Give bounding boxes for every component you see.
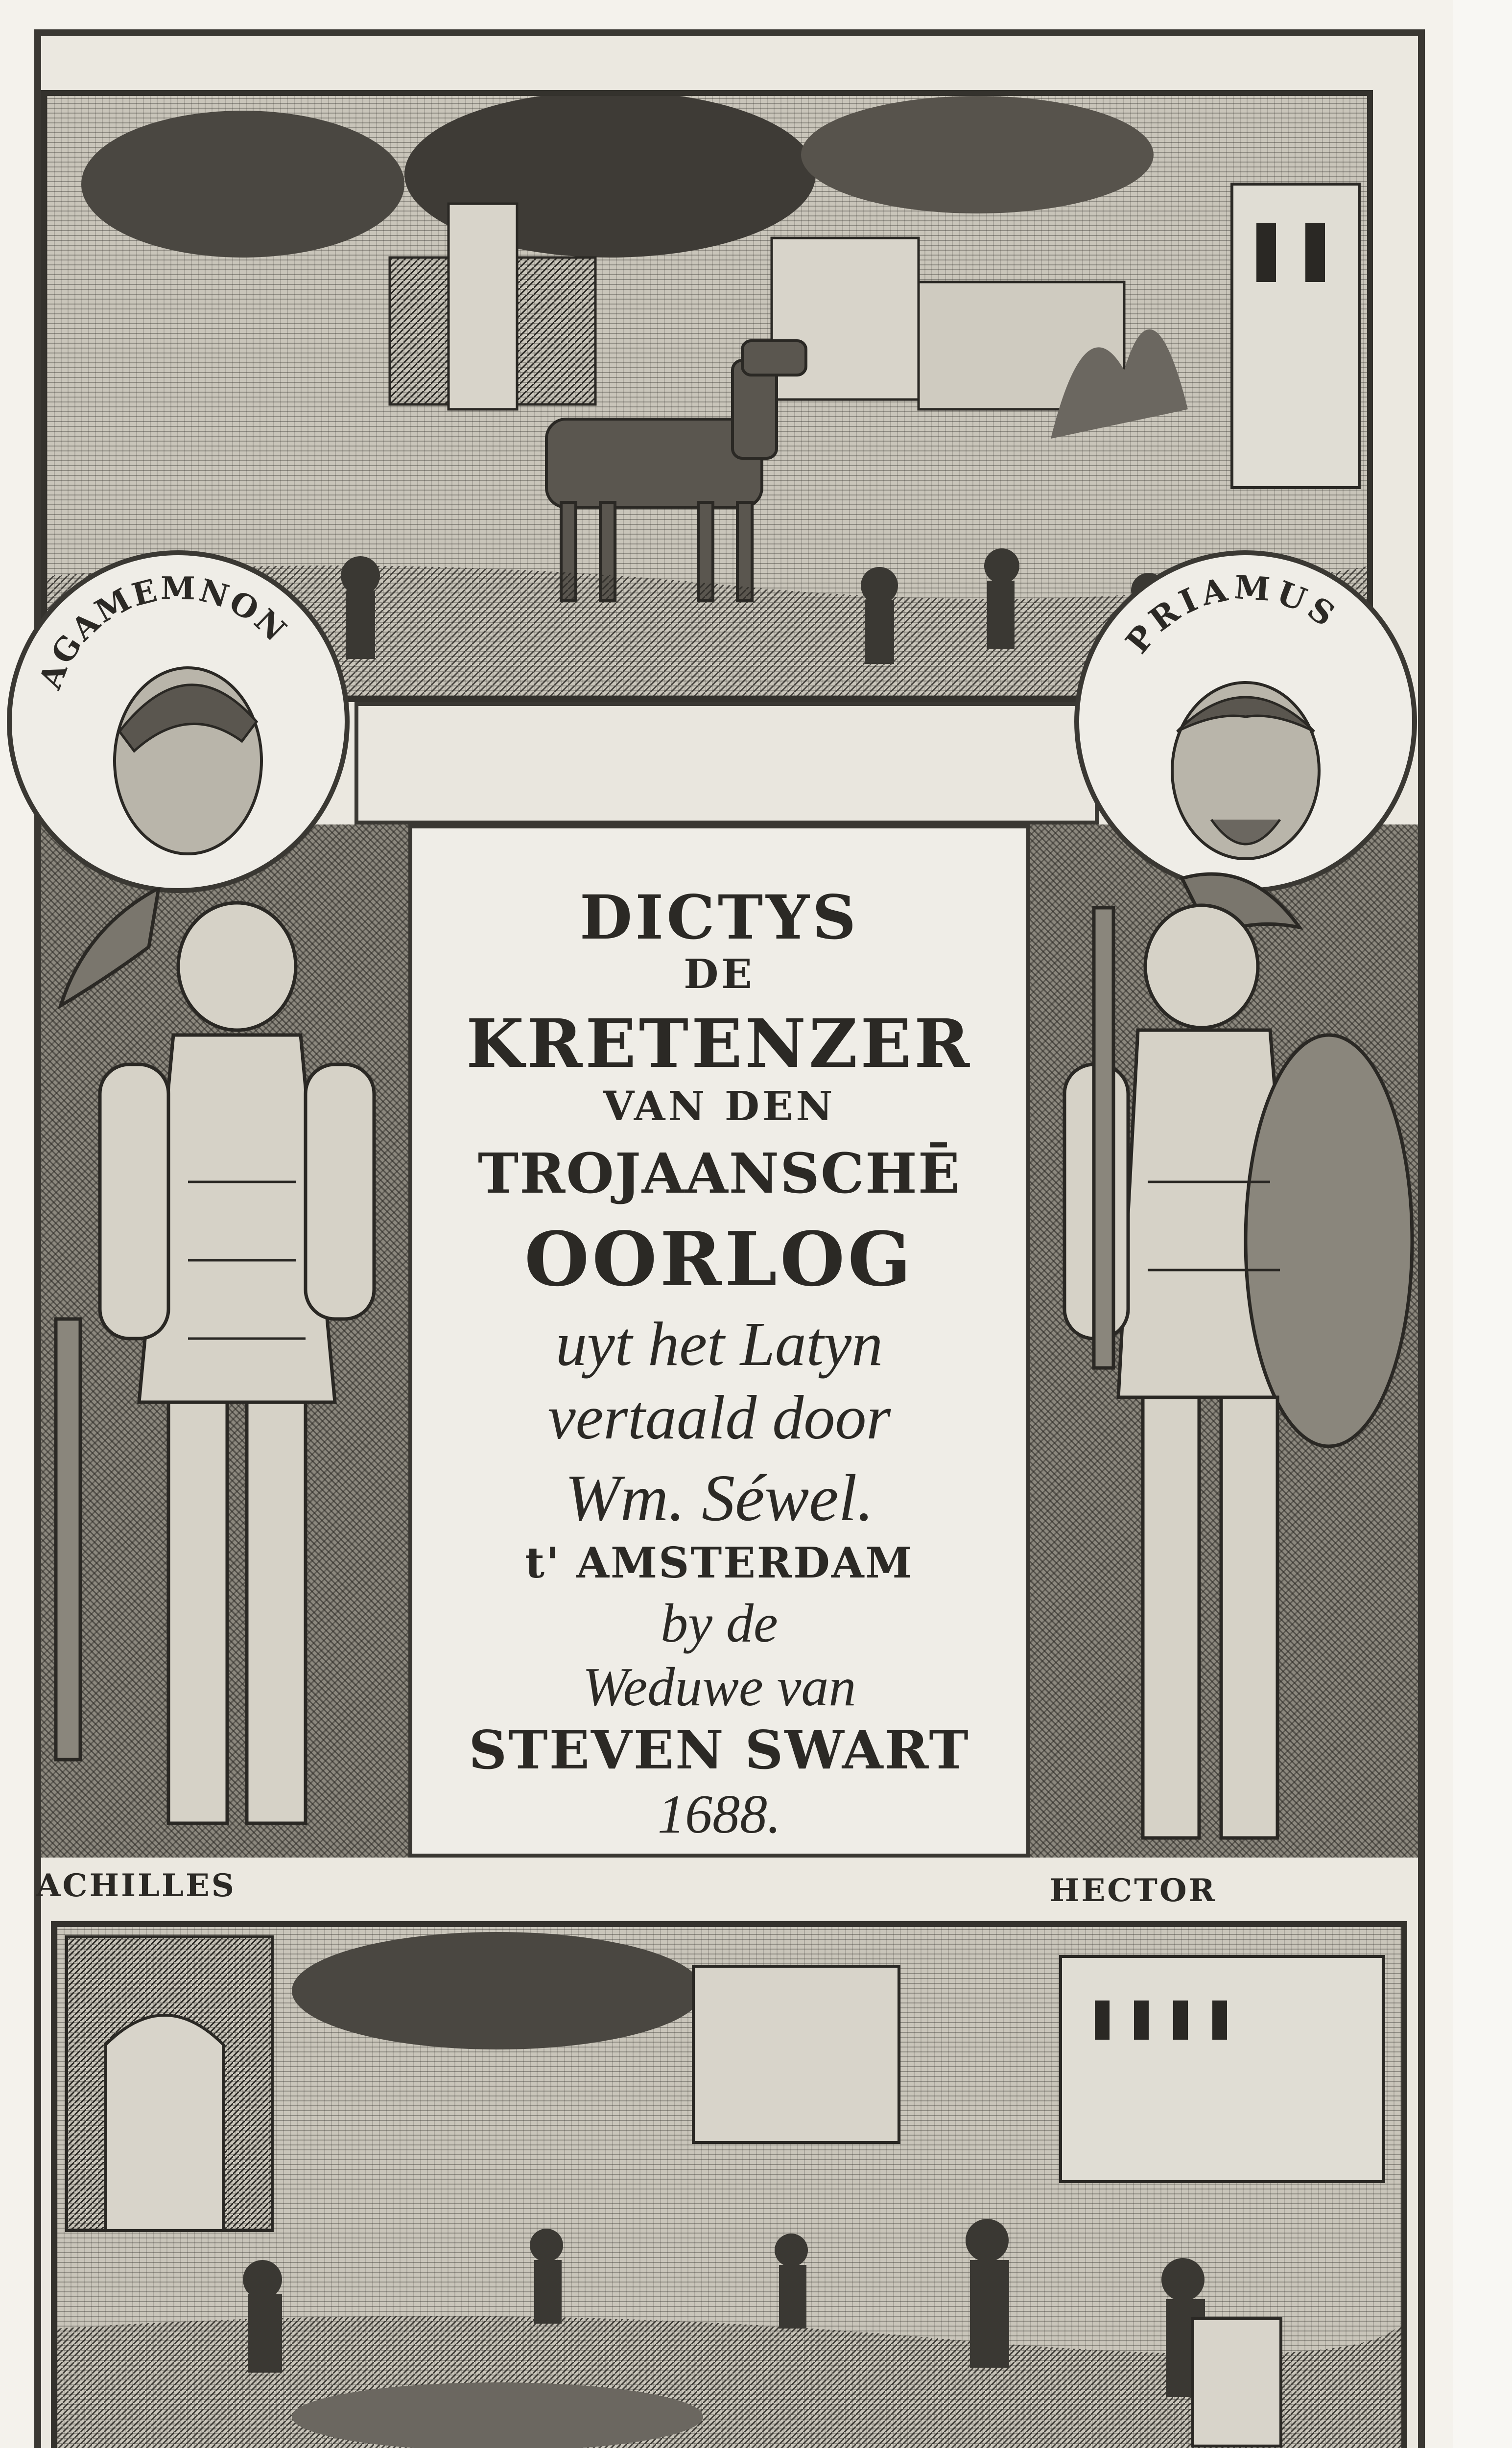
medallion-priamus <box>1074 550 1417 893</box>
figure-achilles <box>41 888 433 1867</box>
caption-achilles: ACHILLES <box>36 1867 236 1904</box>
title-line-8: vertaald door <box>547 1383 891 1452</box>
bottom-scene-sack-of-troy <box>51 1921 1407 2448</box>
title-line-10: t' AMSTERDAM <box>525 1538 914 1588</box>
svg-text:PRIAMUS <box>1118 568 1346 660</box>
achilles-figure-illustration <box>41 888 433 1867</box>
title-line-6: OORLOG <box>524 1215 915 1303</box>
title-line-14: 1688. <box>658 1784 781 1845</box>
title-line-3: KRETENZER <box>466 1005 973 1083</box>
figure-hector <box>1025 869 1417 1867</box>
title-line-9: Wm. Séwel. <box>565 1461 874 1535</box>
medallion-agamemnon <box>7 550 350 893</box>
title-line-11: by de <box>661 1593 778 1654</box>
priamus-portrait <box>1079 555 1412 888</box>
title-line-13: STEVEN SWART <box>469 1719 970 1781</box>
title-line-5: TROJAANSCHĒ <box>477 1142 961 1206</box>
medallion-left-label: AGAMEMNON <box>32 570 295 694</box>
title-line-4: VAN DEN <box>603 1083 836 1130</box>
engraved-plate <box>34 29 1425 2448</box>
medallion-right-label: PRIAMUS <box>1118 567 1346 661</box>
title-line-1: DICTYS <box>579 882 859 953</box>
paper-margin <box>1453 0 1512 2448</box>
title-line-2: DE <box>684 951 755 998</box>
agamemnon-portrait <box>12 555 345 888</box>
title-panel <box>408 824 1030 1858</box>
hector-figure-illustration <box>1025 869 1417 1867</box>
title-line-7: uyt het Latyn <box>555 1309 883 1379</box>
caption-hector: HECTOR <box>1050 1872 1217 1909</box>
bottom-scene-illustration <box>57 1927 1403 2448</box>
title-line-12: Weduwe van <box>582 1657 856 1718</box>
pedestal-band <box>354 702 1099 824</box>
